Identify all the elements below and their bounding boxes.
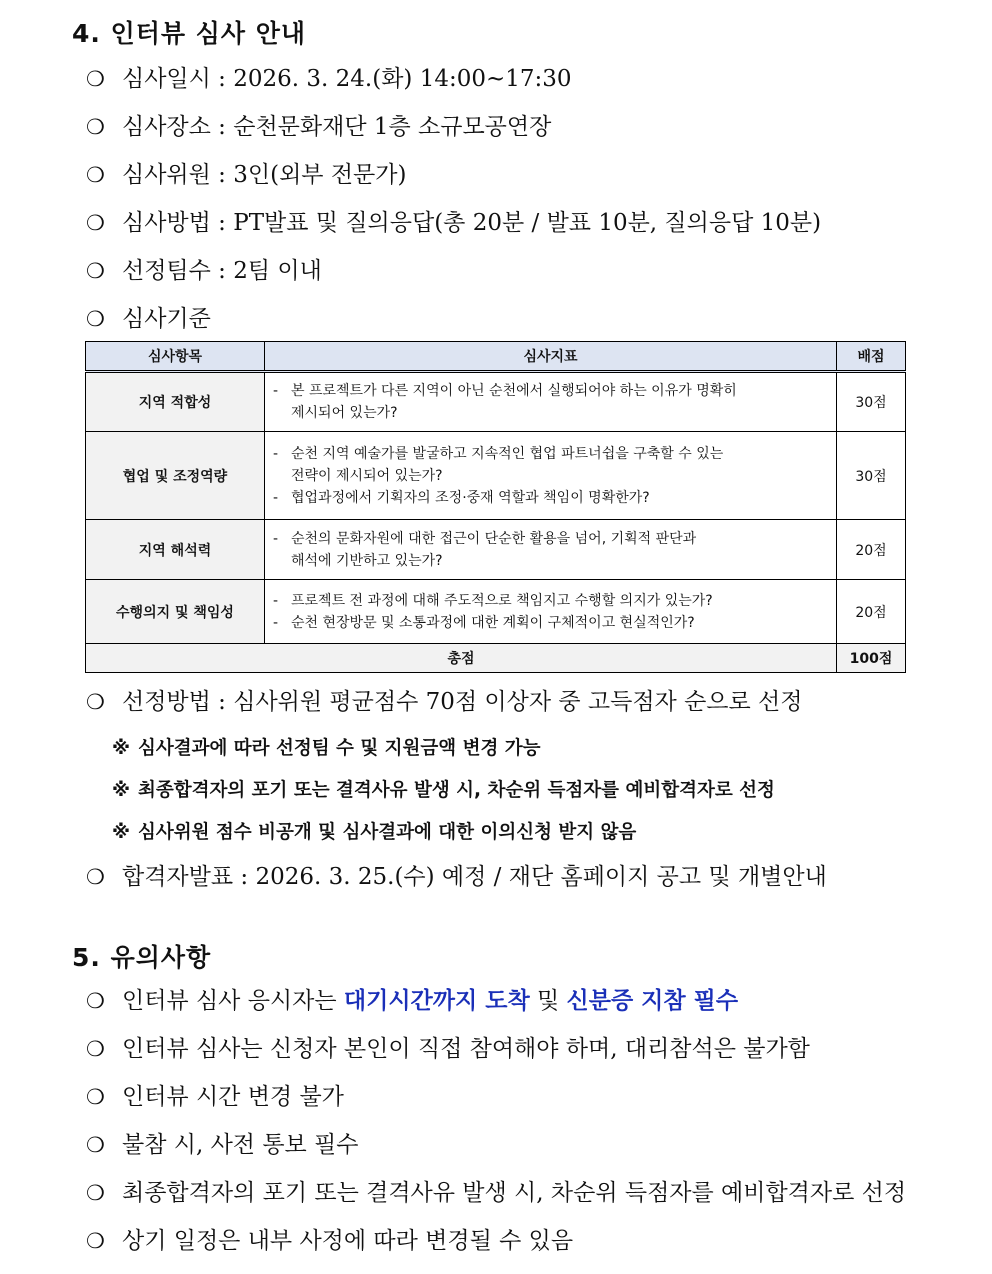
- row-indicators: [265, 520, 837, 580]
- indicator-continuation: 전략이 제시되어 있는가?: [291, 467, 443, 484]
- row-score: 20점: [837, 580, 906, 644]
- circle-bullet-icon: ❍: [86, 259, 105, 283]
- circle-bullet-icon: ❍: [86, 865, 105, 889]
- indicator-continuation: 제시되어 있는가?: [291, 405, 398, 421]
- note-item: [112, 735, 541, 763]
- row-indicators: [265, 372, 837, 432]
- circle-bullet-icon: ❍: [86, 67, 105, 91]
- caution-item: [86, 1224, 573, 1258]
- criteria-item: [86, 302, 211, 336]
- row-indicators: [265, 580, 837, 644]
- item-text: 인터뷰 심사 응시자는: [122, 988, 344, 1014]
- row-category: 협업 및 조정역량: [86, 432, 265, 520]
- reference-mark-icon: ※: [112, 822, 130, 843]
- row-score: 30점: [837, 372, 906, 432]
- row-score: 20점: [837, 520, 906, 580]
- row-indicators: [265, 432, 837, 520]
- circle-bullet-icon: ❍: [86, 1229, 105, 1253]
- section-4-heading: 4. 인터뷰 심사 안내: [72, 19, 307, 48]
- table-row: [86, 580, 906, 644]
- item-text: 인터뷰 시간 변경 불가: [122, 1084, 344, 1110]
- circle-bullet-icon: ❍: [86, 1085, 105, 1109]
- judges-item: [86, 158, 406, 192]
- indicator-continuation: 해석에 기반하고 있는가?: [291, 552, 443, 569]
- row-category: 지역 해석력: [86, 520, 265, 580]
- method-item: [86, 206, 821, 240]
- note-item: [112, 819, 636, 847]
- circle-bullet-icon: ❍: [86, 1181, 105, 1205]
- item-text: 상기 일정은 내부 사정에 따라 변경될 수 있음: [122, 1228, 574, 1254]
- table-total-row: [86, 644, 906, 673]
- circle-bullet-icon: ❍: [86, 163, 105, 187]
- header-score: 배점: [837, 342, 906, 372]
- note-text: 최종합격자의 포기 또는 결격사유 발생 시, 차순위 득점자를 예비합격자로 선정: [138, 780, 775, 801]
- section-5-heading: 5. 유의사항: [72, 943, 212, 972]
- item-text: 심사방법 : PT발표 및 질의응답(총 20분 / 발표 10분, 질의응답 10분): [122, 210, 822, 236]
- caution-item: [86, 1128, 359, 1162]
- circle-bullet-icon: ❍: [86, 1037, 105, 1061]
- table-row: [86, 520, 906, 580]
- venue-item: [86, 110, 551, 144]
- note-text: 심사결과에 따라 선정팀 수 및 지원금액 변경 가능: [138, 738, 541, 759]
- item-text: 인터뷰 심사는 신청자 본인이 직접 참여해야 하며, 대리참석은 불가함: [122, 1036, 810, 1062]
- total-score: 100점: [837, 644, 906, 673]
- table-header-row: [86, 342, 906, 372]
- indicator-line: - 협업과정에서 기획자의 조정·중재 역할과 책임이 명확한가?: [273, 489, 650, 506]
- indicator-line: - 순천 지역 예술가를 발굴하고 지속적인 협업 파트너쉽을 구축할 수 있는: [273, 445, 724, 462]
- item-text: 심사기준: [122, 306, 211, 332]
- highlight-arrival: 대기시간까지 도착: [343, 988, 530, 1014]
- row-category: 지역 적합성: [86, 372, 265, 432]
- circle-bullet-icon: ❍: [86, 307, 105, 331]
- criteria-table: [85, 341, 906, 673]
- circle-bullet-icon: ❍: [86, 211, 105, 235]
- caution-item: [86, 984, 738, 1018]
- reference-mark-icon: ※: [112, 780, 130, 801]
- total-label: 총점: [86, 644, 837, 673]
- selection-method-item: [86, 685, 802, 719]
- indicator-line: - 순천 현장방문 및 소통과정에 대한 계획이 구체적이고 현실적인가?: [273, 614, 695, 631]
- row-category: 수행의지 및 책임성: [86, 580, 265, 644]
- item-text: 심사장소 : 순천문화재단 1층 소규모공연장: [122, 114, 552, 140]
- indicator-line: - 본 프로젝트가 다른 지역이 아닌 순천에서 실행되어야 하는 이유가 명확히: [273, 383, 737, 399]
- item-text: 불참 시, 사전 통보 필수: [122, 1132, 359, 1158]
- indicator-line: - 프로젝트 전 과정에 대해 주도적으로 책임지고 수행할 의지가 있는가?: [273, 592, 713, 609]
- circle-bullet-icon: ❍: [86, 989, 105, 1013]
- table-row: [86, 372, 906, 432]
- item-text: 선정방법 : 심사위원 평균점수 70점 이상자 중 고득점자 순으로 선정: [122, 689, 803, 715]
- item-text: 심사일시 : 2026. 3. 24.(화) 14:00~17:30: [122, 66, 572, 92]
- indicator-line: - 순천의 문화자원에 대한 접근이 단순한 활용을 넘어, 기획적 판단과: [273, 530, 697, 547]
- item-text: 심사위원 : 3인(외부 전문가): [122, 162, 407, 188]
- header-indicator: 심사지표: [265, 342, 837, 372]
- row-score: 30점: [837, 432, 906, 520]
- header-category: 심사항목: [86, 342, 265, 372]
- reference-mark-icon: ※: [112, 738, 130, 759]
- note-text: 심사위원 점수 비공개 및 심사결과에 대한 이의신청 받지 않음: [138, 822, 637, 843]
- table-row: [86, 432, 906, 520]
- caution-item: [86, 1032, 810, 1066]
- circle-bullet-icon: ❍: [86, 115, 105, 139]
- team-count-item: [86, 254, 322, 288]
- note-item: [112, 777, 775, 805]
- item-text: 최종합격자의 포기 또는 결격사유 발생 시, 차순위 득점자를 예비합격자로 선정: [122, 1180, 907, 1206]
- item-text: 합격자발표 : 2026. 3. 25.(수) 예정 / 재단 홈페이지 공고 및 개별안내: [122, 864, 827, 890]
- highlight-id-card: 신분증 지참 필수: [566, 988, 739, 1014]
- item-text: 및: [529, 988, 567, 1014]
- caution-item: [86, 1080, 344, 1114]
- schedule-item: [86, 62, 572, 96]
- item-text: 선정팀수 : 2팀 이내: [122, 258, 322, 284]
- circle-bullet-icon: ❍: [86, 690, 105, 714]
- announcement-item: [86, 860, 827, 894]
- caution-item: [86, 1176, 906, 1210]
- circle-bullet-icon: ❍: [86, 1133, 105, 1157]
